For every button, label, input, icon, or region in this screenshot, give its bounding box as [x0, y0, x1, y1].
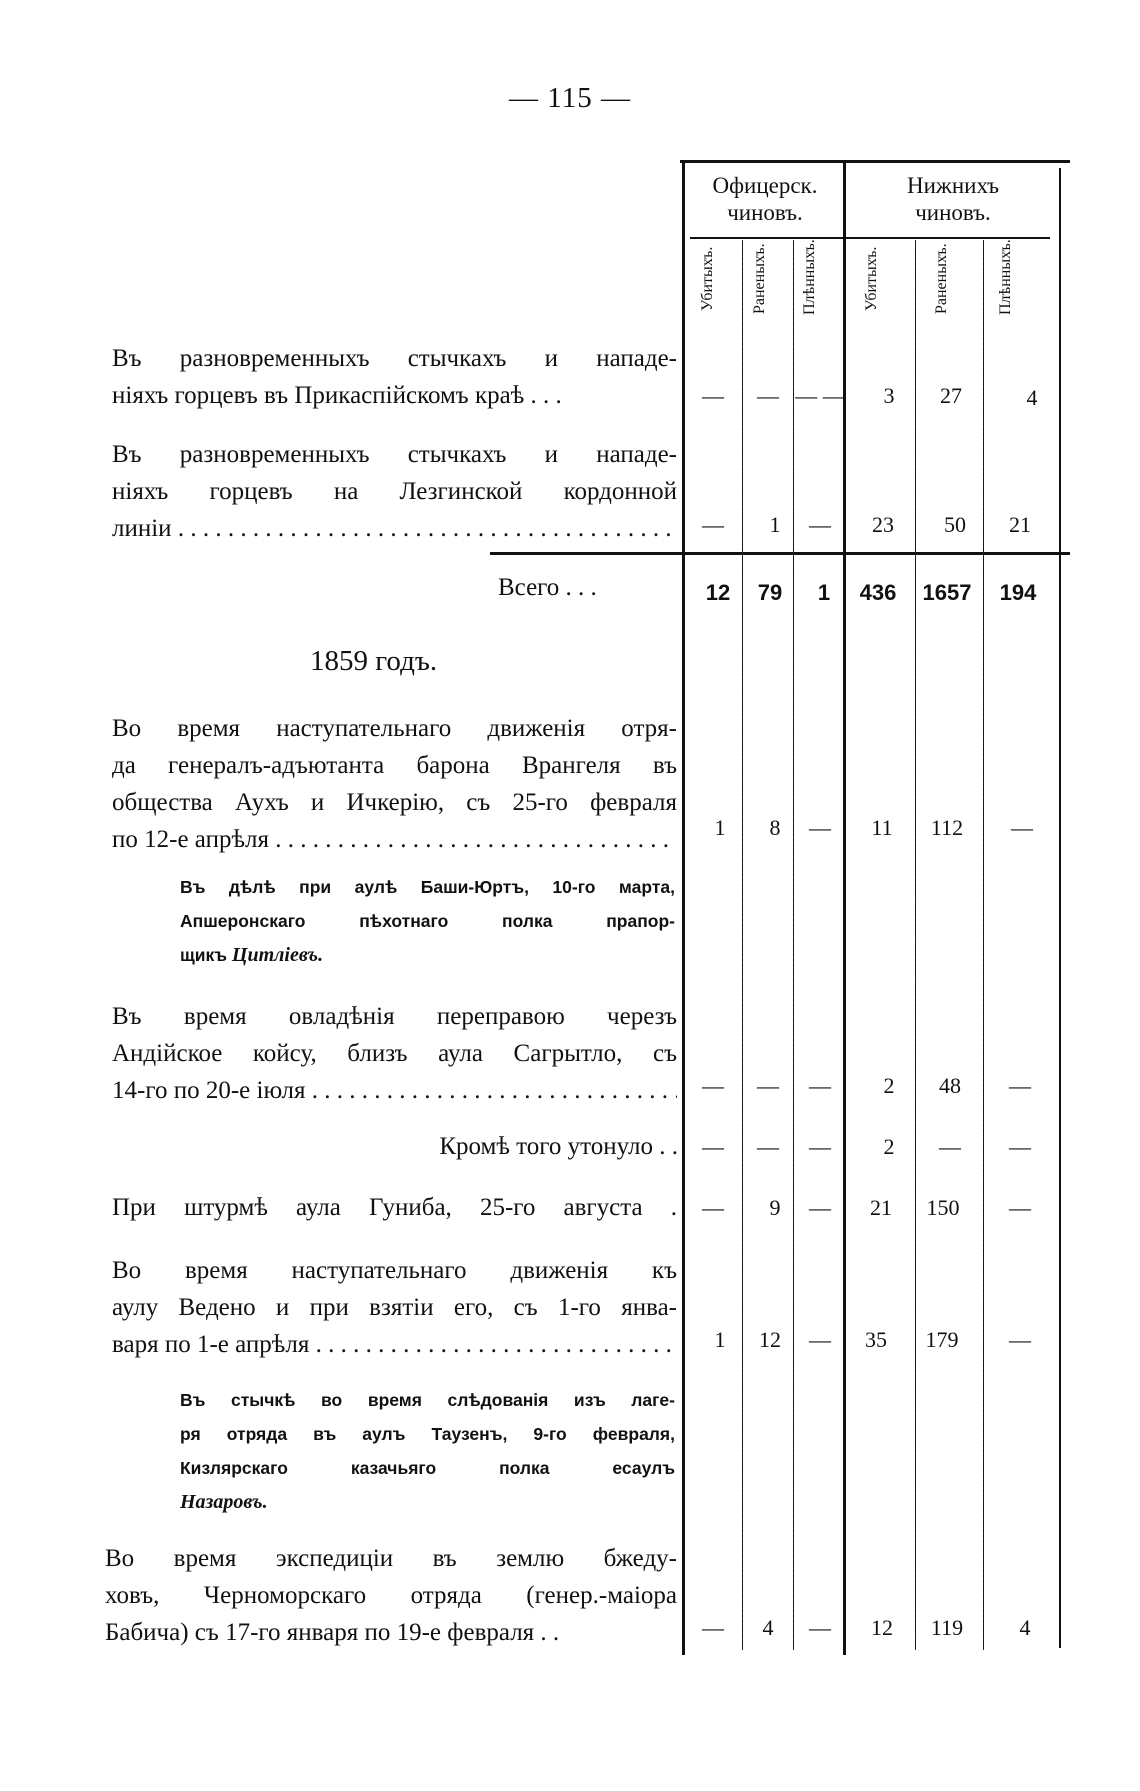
- cell-ranks-captured: 4: [1026, 385, 1038, 410]
- subheader-rule: [690, 237, 1050, 239]
- entry-text: [105, 1540, 677, 1651]
- cell-officers-captured: —: [809, 1615, 831, 1640]
- cell-officers-captured: —: [809, 1134, 831, 1159]
- header-lower-ranks-line: Нижнихъ: [907, 173, 999, 198]
- header-col-ranks-killed: Убитыхъ.: [863, 246, 880, 312]
- column-divider: [983, 240, 984, 1650]
- note-line: Кизлярскаго казачьяго полка есаулъ: [180, 1458, 675, 1478]
- total-officers-captured: 1: [817, 580, 831, 605]
- cell-ranks-killed: 11: [871, 815, 893, 840]
- entry-text: [112, 998, 677, 1109]
- note-person-name: Назаровъ.: [180, 1491, 268, 1513]
- note-line-wrap: [180, 1485, 675, 1519]
- cell-officers-killed: —: [702, 1073, 724, 1098]
- header-col-ranks-wounded: Раненыхъ.: [933, 243, 950, 315]
- cell-ranks-wounded: 50: [944, 512, 966, 537]
- header-officers: [690, 172, 840, 226]
- note-line: ря отряда въ аулъ Таузенъ, 9-го февраля,: [180, 1424, 675, 1444]
- cell-officers-killed: 1: [714, 1327, 726, 1352]
- entry-line: Бабича) съ 17-го января по 19-е февраля . .: [105, 1619, 560, 1646]
- cell-officers-wounded: 12: [759, 1327, 781, 1352]
- year-heading: 1859 годъ.: [310, 645, 438, 677]
- cell-officers-killed: —: [702, 1134, 724, 1159]
- cell-ranks-wounded: 150: [926, 1195, 960, 1220]
- total-label: Всего . . .: [498, 574, 597, 601]
- cell-ranks-wounded: 27: [940, 383, 962, 408]
- cell-officers-killed: 1: [714, 815, 726, 840]
- cell-ranks-killed: 21: [870, 1195, 892, 1220]
- column-divider: [915, 240, 916, 1650]
- total-officers-killed: 12: [705, 580, 731, 605]
- cell-officers-wounded: 1: [769, 512, 781, 537]
- cell-officers-wounded: —: [757, 1073, 779, 1098]
- entry-line: Въ время овладѣнія переправою черезъ: [112, 1003, 677, 1030]
- entry-line: ніяхъ горцевъ на Лезгинской кордонной: [112, 478, 677, 505]
- cell-ranks-killed: 2: [883, 1134, 895, 1159]
- entry-line: ніяхъ горцевъ въ Прикаспійскомъ краѣ . . .: [112, 382, 562, 409]
- entry-line: да генералъ-адъютанта барона Врангеля въ: [112, 752, 677, 779]
- entry-line: варя по 1-е апрѣля . . .: [112, 1326, 677, 1363]
- note-text: [180, 1383, 675, 1519]
- cell-officers-captured: —: [809, 1073, 831, 1098]
- cell-ranks-captured: —: [1009, 1134, 1031, 1159]
- note-line: Въ стычкѣ во время слѣдованія изъ лаге-: [180, 1390, 675, 1410]
- page-number: — 115 —: [509, 82, 631, 114]
- note-line: Въ дѣлѣ при аулѣ Баши-Юртъ, 10-го марта,: [180, 877, 675, 897]
- cell-ranks-killed: 12: [871, 1615, 893, 1640]
- header-col-ranks-captured: Плѣнныхъ.: [997, 239, 1014, 315]
- cell-officers-killed: —: [702, 1195, 724, 1220]
- header-officers-line: чиновъ.: [727, 200, 803, 225]
- cell-ranks-captured: 21: [1009, 512, 1031, 537]
- entry-line: ховъ, Черноморскаго отряда (генер.-маіора: [105, 1582, 677, 1609]
- cell-ranks-killed: 23: [872, 512, 894, 537]
- cell-officers-captured: —: [809, 1327, 831, 1352]
- entry-line: Во время наступательнаго движенія къ: [112, 1257, 677, 1284]
- cell-ranks-killed: 2: [883, 1073, 895, 1098]
- note-person-name: Цитліевъ.: [231, 944, 324, 966]
- header-col-officers-wounded: Раненыхъ.: [751, 243, 768, 315]
- cell-officers-captured: — —: [795, 383, 845, 408]
- cell-officers-captured: —: [809, 512, 831, 537]
- entry-line: Во время экспедиціи въ землю бжеду-: [105, 1545, 677, 1572]
- entry-line: Въ разновременныхъ стычкахъ и нападе-: [112, 441, 677, 468]
- cell-officers-killed: —: [702, 383, 724, 408]
- cell-ranks-captured: —: [1011, 815, 1033, 840]
- total-officers-wounded: 79: [757, 580, 783, 605]
- note-text: [180, 870, 675, 972]
- cell-officers-killed: —: [702, 1615, 724, 1640]
- cell-officers-killed: —: [702, 512, 724, 537]
- entry-text: [112, 1252, 677, 1363]
- column-divider: [742, 240, 743, 1650]
- entry-text: [112, 340, 677, 414]
- header-officers-line: Офицерск.: [712, 173, 818, 198]
- header-lower-ranks: [848, 172, 1058, 226]
- cell-officers-wounded: 8: [769, 815, 781, 840]
- entry-line: по 12-е апрѣля . . .: [112, 821, 677, 858]
- cell-officers-captured: —: [809, 815, 831, 840]
- entry-text: [348, 1128, 678, 1165]
- cell-ranks-killed: 35: [865, 1327, 887, 1352]
- cell-officers-wounded: 4: [762, 1615, 774, 1640]
- header-lower-ranks-line: чиновъ.: [915, 200, 991, 225]
- cell-ranks-captured: —: [1009, 1195, 1031, 1220]
- note-line-wrap: [180, 938, 675, 972]
- cell-officers-wounded: —: [757, 1134, 779, 1159]
- cell-officers-wounded: 9: [769, 1195, 781, 1220]
- header-col-officers-captured: Плѣнныхъ.: [801, 239, 818, 315]
- cell-officers-captured: —: [809, 1195, 831, 1220]
- note-line: щикъ: [180, 945, 228, 965]
- cell-officers-wounded: —: [757, 383, 779, 408]
- total-ranks-wounded: 1657: [922, 580, 972, 605]
- header-col-officers-killed: Убитыхъ.: [699, 246, 716, 312]
- cell-ranks-wounded: —: [939, 1134, 961, 1159]
- column-divider: [793, 240, 794, 1650]
- total-ranks-killed: 436: [859, 580, 897, 605]
- cell-ranks-captured: —: [1009, 1327, 1031, 1352]
- cell-ranks-wounded: 48: [939, 1073, 961, 1098]
- entry-line: общества Аухъ и Ичкерію, съ 25-го февраля: [112, 789, 677, 816]
- entry-text: [112, 436, 677, 547]
- note-line: Апшеронскаго пѣхотнаго полка прапор-: [180, 911, 675, 931]
- total-ranks-captured: 194: [999, 580, 1037, 605]
- cell-ranks-wounded: 112: [930, 815, 964, 840]
- cell-ranks-wounded: 119: [930, 1615, 964, 1640]
- entry-line: линіи . . .: [112, 510, 677, 547]
- entry-text: [112, 710, 677, 858]
- entry-line: аулу Ведено и при взятіи его, съ 1-го янва-: [112, 1294, 677, 1321]
- table-top-rule: [680, 160, 1070, 163]
- entry-line: При штурмѣ аула Гуниба, 25-го августа .: [112, 1194, 677, 1221]
- entry-line: Кромѣ того утонуло . .: [439, 1133, 678, 1160]
- entry-line: Во время наступательнаго движенія отря-: [112, 715, 677, 742]
- cell-ranks-killed: 3: [883, 383, 895, 408]
- cell-ranks-captured: —: [1009, 1073, 1031, 1098]
- entry-line: Андійское койсу, близъ аула Сагрытло, съ: [112, 1040, 677, 1067]
- entry-text: [112, 1189, 677, 1226]
- cell-ranks-wounded: 179: [925, 1327, 959, 1352]
- entry-line: 14-го по 20-е іюля . . .: [112, 1072, 677, 1109]
- entry-line: Въ разновременныхъ стычкахъ и нападе-: [112, 345, 677, 372]
- cell-ranks-captured: 4: [1019, 1615, 1031, 1640]
